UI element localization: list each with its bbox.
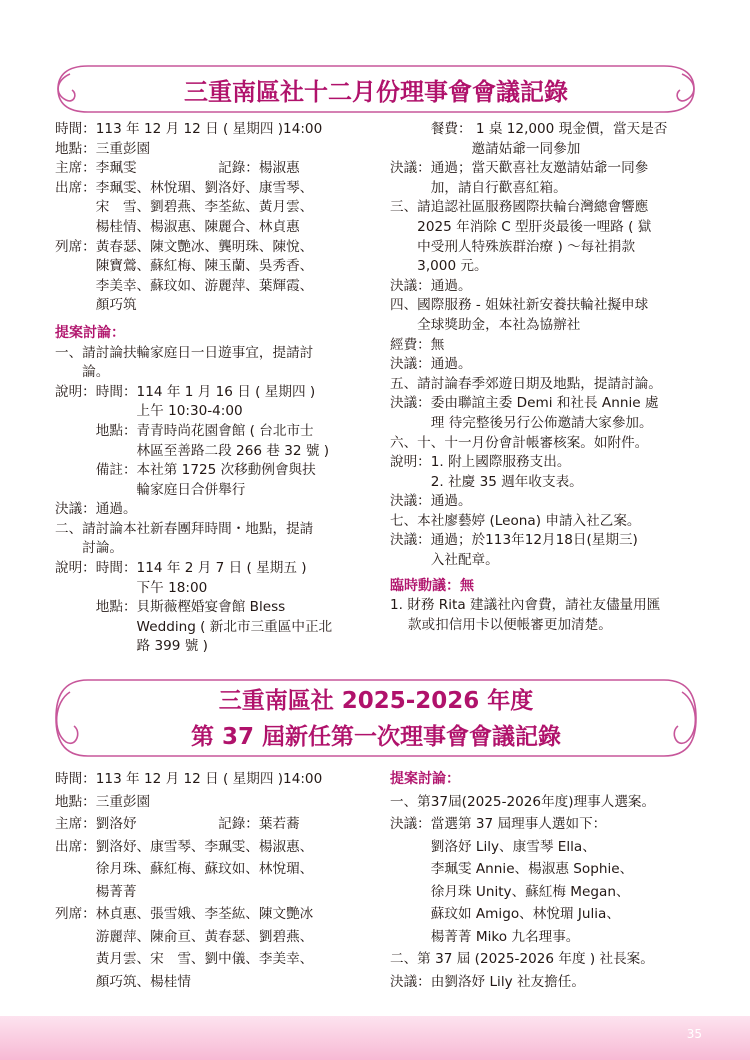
- observers-cont: 李美幸、蘇玟如、游麗萍、葉輝霞、: [55, 277, 314, 294]
- attendees-cont: 楊菁菁: [55, 883, 137, 900]
- proposal-line: 二、第 37 屆 (2025-2026 年度 ) 社長案。: [390, 951, 654, 967]
- proposal-line: 上午 10:30-4:00: [55, 403, 243, 420]
- proposal-line: 一、請討論扶輪家庭日一日遊事宜，提請討: [55, 344, 314, 361]
- proposals-heading: 提案討論：: [55, 324, 125, 341]
- attendees-cont: 宋 雪、劉碧燕、李荃紘、黃月雲、: [55, 199, 314, 216]
- observers-cont: 游麗萍、陳俞亘、黃春瑟、劉碧燕、: [55, 928, 314, 945]
- attendees-cont: 徐月珠、蘇紅梅、蘇玟如、林悅瑂、: [55, 861, 314, 877]
- observers-cont: 黃月雲、宋 雪、劉中儀、李美幸、: [55, 951, 314, 967]
- explanation-line: 說明：1. 附上國際服務支出。: [390, 454, 571, 471]
- proposal-line: 中受刑人特殊族群治療 ) ～每社捐款: [390, 238, 636, 255]
- proposal-line: 3,000 元。: [390, 258, 488, 275]
- meeting-place: 地點：三重彭園: [55, 793, 151, 810]
- proposal-line: 四、國際服務 - 姐妹社新安養扶輪社擬申球: [390, 297, 649, 314]
- proposal-line: 七、本社廖藝婷 (Leona) 申請入社乙案。: [390, 512, 641, 529]
- director-list: 蘇玟如 Amigo、林悅瑂 Julia、: [390, 906, 620, 922]
- proposal-line: 林區至善路二段 266 巷 32 號 ): [55, 442, 330, 459]
- section-1-right-column: [390, 120, 710, 635]
- motion-line: 款或扣信用卡以便帳審更加清楚。: [390, 616, 612, 633]
- section-2-right-column: [390, 768, 710, 993]
- section-2-left-column: [55, 768, 375, 993]
- title-frame-1: [48, 56, 704, 122]
- resolution-line: 決議：通過；於113年12月18日(星期三): [390, 532, 638, 549]
- proposal-line: 一、第37屆(2025-2026年度)理事人選案。: [390, 793, 656, 810]
- resolution-line: 決議：通過；當天歡喜社友邀請姑爺一同參: [390, 160, 649, 177]
- proposal-line: 邀請姑爺一同參加: [390, 140, 581, 157]
- motion-line: 1. 財務 Rita 建議社內會費，請社友儘量用匯: [390, 597, 661, 614]
- section-1-title: 三重南區社十二月份理事會會議記錄: [184, 78, 568, 106]
- proposal-line: 餐費： 1 桌 12,000 現金價，當天是否: [390, 121, 668, 137]
- proposal-line: 地點：青青時尚花園會館 ( 台北市士: [55, 422, 314, 439]
- resolution-line: 決議：委由聯誼主委 Demi 和社長 Annie 處: [390, 395, 659, 412]
- proposal-line: 2025 年消除 C 型肝炎最後一哩路 ( 獄: [390, 218, 652, 235]
- meeting-place: 地點：三重彭園: [55, 140, 151, 157]
- proposal-line: 全球獎助金，本社為協辦社: [390, 316, 581, 333]
- attendees-cont: 楊桂情、楊淑惠、陳麗合、林貞惠: [55, 218, 300, 235]
- meeting-time: 時間：113 年 12 月 12 日 ( 星期四 )14:00: [55, 121, 323, 137]
- proposal-line: 下午 18:00: [55, 579, 208, 596]
- proposals-heading: 提案討論：: [390, 771, 460, 787]
- observers-cont: 陳寶鶯、蘇紅梅、陳玉蘭、吳秀香、: [55, 258, 314, 275]
- resolution-line: 加，請自行歡喜紅箱。: [390, 179, 567, 196]
- explanation-line: 2. 社慶 35 週年收支表。: [390, 473, 583, 490]
- director-list: 楊菁菁 Miko 九名理事。: [390, 928, 580, 945]
- proposal-line: 輪家庭日合併舉行: [55, 481, 246, 498]
- proposal-line: 討論。: [55, 540, 123, 557]
- resolution-line: 理 待完整後另行公佈邀請大家參加。: [390, 414, 653, 431]
- proposal-line: 備註：本社第 1725 次移動例會與扶: [55, 462, 316, 479]
- observers: 列席：黃春瑟、陳文艷冰、龔明珠、陳悅、: [55, 238, 314, 255]
- resolution-line: 決議：通過。: [55, 501, 137, 518]
- chair-and-recorder: 主席：李珮雯 記錄：楊淑惠: [55, 160, 300, 177]
- proposal-line: 五、請討論春季郊遊日期及地點，提請討論。: [390, 375, 662, 392]
- proposal-line: 論。: [55, 364, 110, 381]
- section-1-left-column: [55, 120, 375, 657]
- proposal-line: 二、請討論本社新春團拜時間・地點，提請: [55, 520, 314, 537]
- proposal-line: 說明：時間：114 年 1 月 16 日 ( 星期四 ): [55, 383, 316, 400]
- director-list: 徐月珠 Unity、蘇紅梅 Megan、: [390, 883, 630, 900]
- meeting-time: 時間：113 年 12 月 12 日 ( 星期四 )14:00: [55, 771, 323, 787]
- proposal-line: 路 399 號 ): [55, 638, 208, 655]
- proposal-line: 說明：時間：114 年 2 月 7 日 ( 星期五 ): [55, 560, 307, 577]
- attendees: 出席：劉洛妤、康雪琴、李珮雯、楊淑惠、: [55, 838, 314, 855]
- proposal-line: 地點：貝斯薇樫婚宴會館 Bless: [55, 599, 286, 616]
- observers: 列席：林貞惠、張雪娥、李荃紘、陳文艷冰: [55, 906, 314, 922]
- funding-line: 經費：無: [390, 336, 445, 353]
- section-2-title-line-1: 三重南區社 2025-2026 年度: [218, 688, 534, 714]
- observers-cont: 顏巧筑、楊桂情: [55, 973, 191, 990]
- resolution-line: 決議：當選第 37 屆理事人選如下：: [390, 816, 607, 832]
- resolution-line: 決議：由劉洛妤 Lily 社友擔任。: [390, 973, 585, 990]
- chair-and-recorder: 主席：劉洛妤 記錄：葉若蕎: [55, 816, 300, 832]
- footer-band: [0, 1016, 750, 1060]
- section-2-title-line-2: 第 37 屆新任第一次理事會會議記錄: [190, 724, 562, 750]
- attendees: 出席：李珮雯、林悅瑂、劉洛妤、康雪琴、: [55, 179, 314, 196]
- page-number: 35: [686, 1027, 702, 1041]
- title-frame-2: [48, 672, 704, 764]
- extempore-motion-heading: 臨時動議：無: [390, 577, 474, 594]
- proposal-line: 六、十、十一月份會計帳審核案。如附件。: [390, 434, 649, 451]
- proposal-line: 三、請追認社區服務國際扶輪台灣總會響應: [390, 199, 649, 216]
- director-list: 劉洛妤 Lily、康雪琴 Ella、: [390, 838, 596, 855]
- resolution-line: 決議：通過。: [390, 493, 472, 510]
- resolution-line: 決議：通過。: [390, 356, 472, 373]
- observers-cont: 顏巧筑: [55, 297, 137, 314]
- resolution-line: 入社配章。: [390, 552, 499, 569]
- director-list: 李珮雯 Annie、楊淑惠 Sophie、: [390, 861, 634, 877]
- proposal-line: Wedding ( 新北市三重區中正北: [55, 618, 333, 635]
- resolution-line: 決議：通過。: [390, 277, 472, 294]
